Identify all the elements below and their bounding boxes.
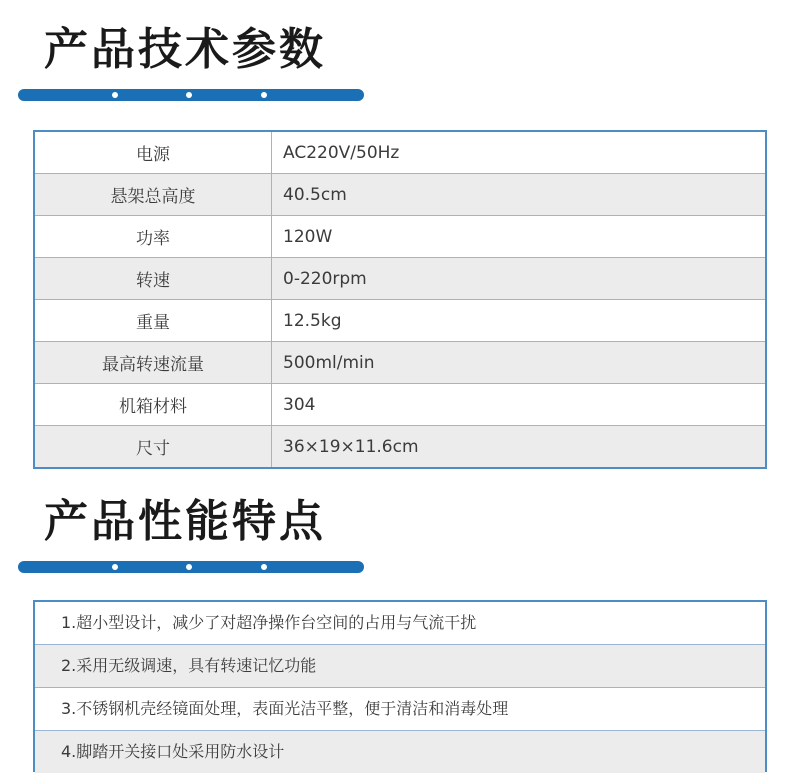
- spec-value: 304: [272, 384, 767, 426]
- decor-dot: [261, 564, 267, 570]
- table-row: [34, 426, 766, 469]
- spec-value: 120W: [272, 216, 767, 258]
- features-title: 产品性能特点: [44, 496, 326, 547]
- features-title-underline: [18, 561, 364, 573]
- spec-label: 电源: [34, 131, 272, 174]
- spec-label: 悬架总高度: [34, 174, 272, 216]
- spec-table: [33, 130, 767, 469]
- list-item: 3.不锈钢机壳经镜面处理，表面光洁平整，便于清洁和消毒处理: [35, 688, 765, 731]
- spec-value: 500ml/min: [272, 342, 767, 384]
- list-item: 1.超小型设计，减少了对超净操作台空间的占用与气流干扰: [35, 602, 765, 645]
- spec-label: 转速: [34, 258, 272, 300]
- table-row: [34, 300, 766, 342]
- table-row: [34, 384, 766, 426]
- table-row: [34, 342, 766, 384]
- specs-title-underline: [18, 89, 364, 101]
- table-row: [34, 131, 766, 174]
- spec-label: 功率: [34, 216, 272, 258]
- spec-label: 重量: [34, 300, 272, 342]
- decor-dot: [186, 92, 192, 98]
- spec-value: 36×19×11.6cm: [272, 426, 767, 469]
- list-item: 4.脚踏开关接口处采用防水设计: [35, 731, 765, 773]
- spec-value: 12.5kg: [272, 300, 767, 342]
- spec-label: 机箱材料: [34, 384, 272, 426]
- spec-value: 40.5cm: [272, 174, 767, 216]
- table-row: [34, 216, 766, 258]
- spec-value: AC220V/50Hz: [272, 131, 767, 174]
- spec-value: 0-220rpm: [272, 258, 767, 300]
- table-row: [34, 258, 766, 300]
- table-row: [34, 174, 766, 216]
- spec-label: 最高转速流量: [34, 342, 272, 384]
- decor-dot: [261, 92, 267, 98]
- feature-list: [33, 600, 767, 772]
- decor-dot: [186, 564, 192, 570]
- list-item: 2.采用无级调速，具有转速记忆功能: [35, 645, 765, 688]
- decor-dot: [112, 92, 118, 98]
- spec-label: 尺寸: [34, 426, 272, 469]
- specs-title: 产品技术参数: [44, 24, 326, 75]
- decor-dot: [112, 564, 118, 570]
